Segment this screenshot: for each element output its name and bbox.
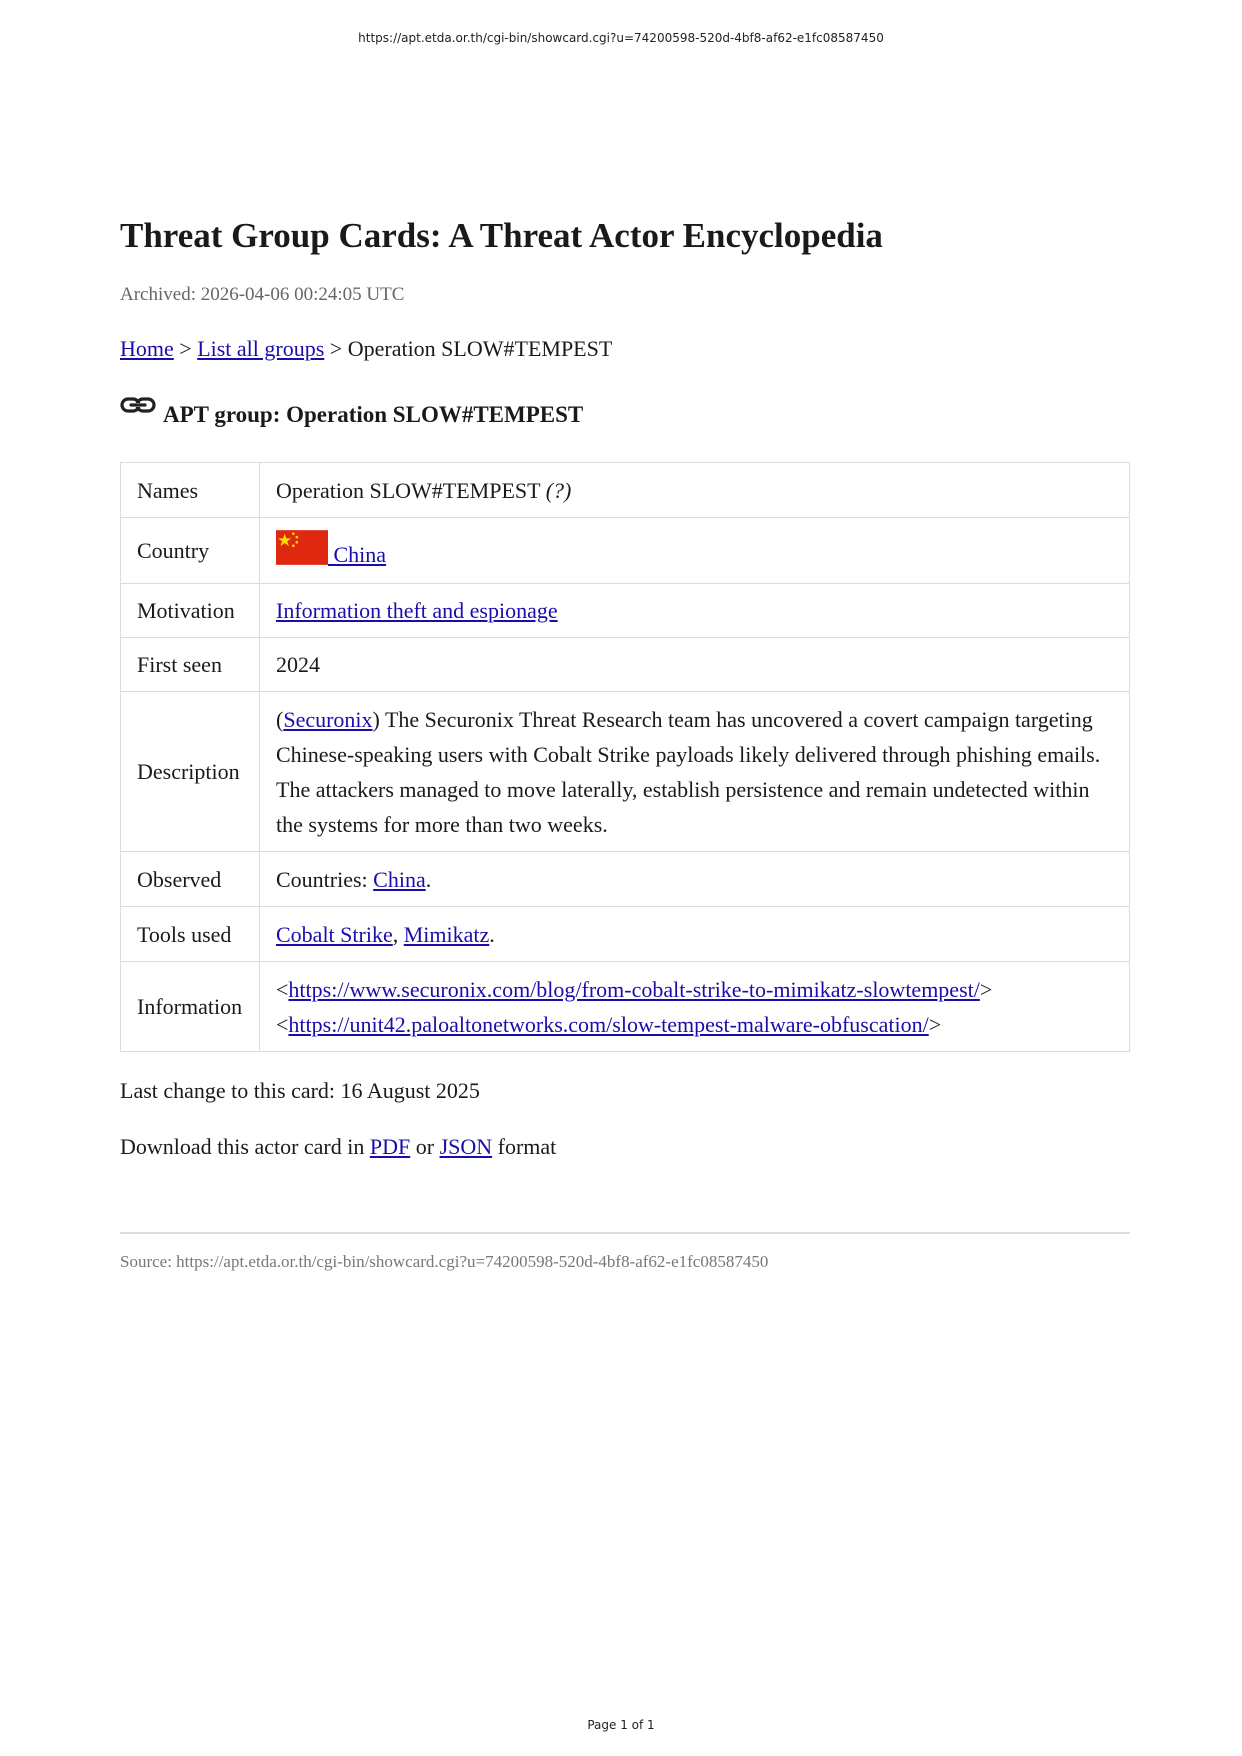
group-heading	[120, 398, 1130, 432]
motivation-link[interactable]: Information theft and espionage	[276, 598, 558, 623]
first-seen-value: 2024	[260, 638, 1130, 692]
breadcrumb-current: Operation SLOW#TEMPEST	[347, 336, 613, 361]
download-or: or	[410, 1134, 440, 1159]
country-link[interactable]	[276, 542, 386, 567]
info-bracket-close: >	[928, 1011, 942, 1037]
names-value-cell	[260, 463, 1130, 518]
download-suffix: format	[492, 1134, 557, 1159]
table-row	[121, 638, 1130, 692]
observed-suffix: .	[425, 866, 432, 892]
country-link-text: China	[328, 541, 387, 567]
country-value-cell	[260, 518, 1130, 584]
description-text: ) The Securonix Threat Research team has uncovered a covert campaign targeting Chinese-speaking users with Cobalt Strike payloads likely delivered through phishing emails. The attackers managed to move laterally, establish persistence and remain undetected within the systems for more than two weeks.	[276, 706, 1101, 837]
print-header-url: https://apt.etda.or.th/cgi-bin/showcard.cgi?u=74200598-520d-4bf8-af62-e1fc08587450	[358, 31, 884, 45]
description-label: Description	[121, 692, 260, 852]
info-bracket-open: <	[276, 976, 289, 1002]
tool-link-mimikatz[interactable]: Mimikatz	[403, 921, 490, 947]
table-row	[121, 463, 1130, 518]
breadcrumb-list-groups-link[interactable]: List all groups	[197, 336, 325, 361]
download-pdf-link[interactable]: PDF	[369, 1134, 411, 1159]
download-prefix: Download this actor card in	[120, 1134, 370, 1159]
source-url: Source: https://apt.etda.or.th/cgi-bin/showcard.cgi?u=74200598-520d-4bf8-af62-e1fc08587450	[120, 1252, 769, 1271]
info-link-securonix[interactable]: https://www.securonix.com/blog/from-cobalt-strike-to-mimikatz-slowtempest/	[288, 976, 980, 1002]
last-change: Last change to this card: 16 August 2025	[120, 1078, 480, 1103]
breadcrumb-separator: >	[173, 336, 198, 361]
info-bracket-open: <	[276, 1011, 289, 1037]
table-row	[121, 962, 1130, 1052]
download-json-link[interactable]: JSON	[439, 1134, 493, 1159]
information-label: Information	[121, 962, 260, 1052]
breadcrumb	[120, 334, 1130, 364]
table-row	[121, 852, 1130, 907]
page-number: Page 1 of 1	[587, 1718, 655, 1732]
motivation-value-cell	[260, 584, 1130, 638]
motivation-label: Motivation	[121, 584, 260, 638]
tools-value-cell	[260, 907, 1130, 962]
tools-separator: ,	[392, 921, 404, 947]
info-bracket-close: >	[979, 976, 993, 1002]
names-label: Names	[121, 463, 260, 518]
table-row	[121, 692, 1130, 852]
description-source-link[interactable]: Securonix	[283, 706, 373, 732]
breadcrumb-separator: >	[324, 336, 348, 361]
tools-suffix: .	[489, 921, 495, 947]
description-value-cell	[260, 692, 1130, 852]
tool-link-cobalt-strike[interactable]: Cobalt Strike	[276, 921, 393, 947]
download-line	[120, 1132, 1130, 1162]
table-row	[121, 584, 1130, 638]
actor-card-table	[120, 462, 1130, 1052]
table-row	[121, 518, 1130, 584]
first-seen-label: First seen	[121, 638, 260, 692]
tools-label: Tools used	[121, 907, 260, 962]
group-heading-text: APT group: Operation SLOW#TEMPEST	[163, 402, 584, 427]
table-row	[121, 907, 1130, 962]
information-value-cell	[260, 962, 1130, 1052]
archived-timestamp: Archived: 2026-04-06 00:24:05 UTC	[120, 284, 405, 305]
main-content	[120, 210, 1130, 1274]
info-link-unit42[interactable]: https://unit42.paloaltonetworks.com/slow-tempest-malware-obfuscation/	[288, 1011, 929, 1037]
observed-label: Observed	[121, 852, 260, 907]
divider	[120, 1232, 1130, 1234]
china-flag-icon	[276, 530, 328, 565]
names-value: Operation SLOW#TEMPEST	[276, 477, 546, 503]
link-icon[interactable]	[120, 392, 156, 418]
description-open-paren: (	[276, 706, 284, 732]
breadcrumb-home-link[interactable]: Home	[120, 336, 174, 361]
observed-value-cell	[260, 852, 1130, 907]
names-qualifier: (?)	[545, 477, 572, 503]
page-title: Threat Group Cards: A Threat Actor Encyclopedia	[120, 216, 883, 255]
observed-prefix: Countries:	[276, 866, 374, 892]
observed-country-link[interactable]: China	[373, 866, 426, 892]
country-label: Country	[121, 518, 260, 584]
